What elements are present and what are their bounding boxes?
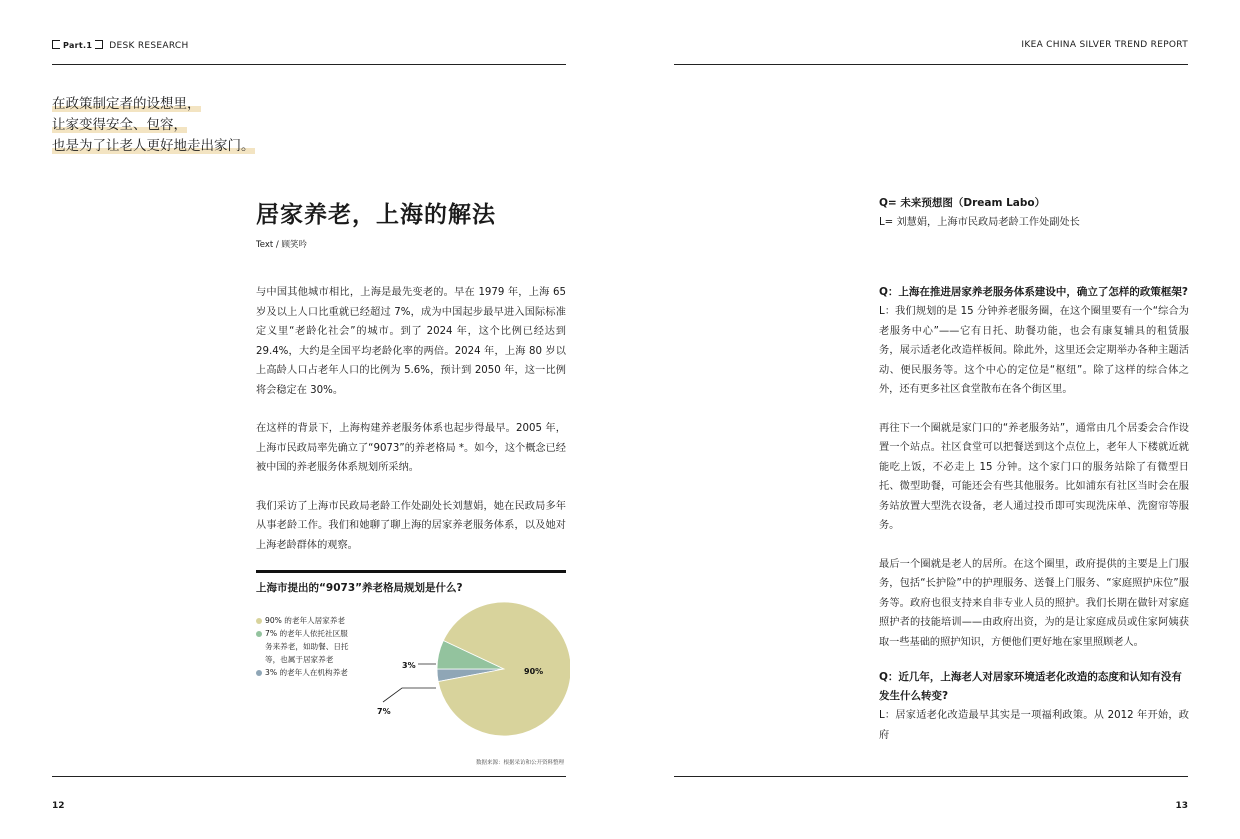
slice-label-7: 7%: [377, 707, 391, 716]
legend-item-3: [256, 666, 368, 679]
left-bottom-rule: [52, 776, 566, 777]
left-top-rule: [52, 64, 566, 65]
quote-line-1: 在政策制定者的设想里，: [52, 96, 201, 112]
legend-dot-icon: [256, 631, 262, 637]
legend-item-90: [256, 614, 368, 627]
article-paragraph: 与中国其他城市相比，上海是最先变老的。早在 1979 年，上海 65 岁及以上人口比重就已经超过 7%，成为中国起步最早进入国际标准定义里“老龄化社会”的城市。到了 2024 年，这个比例已经达到 29.4%，大约是全国平均老龄化率的两倍。2024 年，上海 80 岁以上高龄人口占老年人口的比例为 5.6%，预计到 2050 年，这一比例将会稳定在 30%。: [256, 287, 566, 396]
legend-text: 3% 的老年人在机构养老: [265, 668, 348, 677]
answer-paragraph: 再往下一个圈就是家门口的“养老服务站”，通常由几个居委会合作设置一个站点。社区食堂可以把餐送到这个点位上，老年人下楼就近就能吃上饭，不必走上 15 分钟。这个家门口的服务站除了有微型日托、微型助餐，可能还会有些其他服务。比如浦东有社区当时会在服务站放置大型洗衣设备，老人通过投币即可实现洗床单、洗窗帘等服务。: [879, 422, 1189, 531]
intro-interviewee-label: L= 刘慧娟，上海市民政局老龄工作处副处长: [879, 217, 1080, 228]
section-label: DESK RESEARCH: [109, 41, 189, 51]
slice-label-90: 90%: [524, 667, 544, 676]
legend-item-7: [256, 627, 368, 666]
intro-question-label: Q= 未来预想图（Dream Labo）: [879, 197, 1046, 209]
chart-source: 数据来源：根据采访和公开资料整理: [475, 760, 564, 766]
chart-top-rule: [256, 570, 566, 573]
pull-quote: [52, 94, 255, 157]
bracket-left-icon: [52, 40, 60, 49]
answer-paragraph: L：居家适老化改造最早其实是一项福利政策。从 2012 年开始，政府: [879, 710, 1189, 741]
pie-chart: [370, 592, 570, 742]
legend-text: 7% 的老年人依托社区服 务来养老，如助餐、日托 等，也属于居家养老: [265, 629, 349, 664]
chart-legend: [256, 614, 368, 679]
right-bottom-rule: [674, 776, 1188, 777]
part-label: Part.1: [63, 41, 93, 50]
article-paragraph: 在这样的背景下，上海构建养老服务体系也起步得最早。2005 年，上海市民政局率先确立了“9073”的养老格局 *。如今，这个概念已经被中国的养老服务体系规划所采纳。: [256, 423, 566, 473]
question-2: Q：近几年，上海老人对居家环境适老化改造的态度和认知有没有发生什么转变?: [879, 671, 1182, 702]
answer-paragraph: 最后一个圈就是老人的居所。在这个圈里，政府提供的主要是上门服务，包括“长护险”中的护理服务、送餐上门服务、“家庭照护床位”服务等。政府也很支持来自非专业人员的照护。我们长期在做针对家庭照护者的技能培训——由政府出资，为的是让家庭成员或住家阿姨获取一些基础的照护知识，方便他们更好地在家里照顾老人。: [879, 558, 1189, 648]
question-1: Q：上海在推进居家养老服务体系建设中，确立了怎样的政策框架?: [879, 286, 1189, 298]
interview-intro: [879, 194, 1189, 233]
left-header: [52, 40, 189, 51]
answer-paragraph: L：我们规划的是 15 分钟养老服务圈，在这个圈里要有一个“综合为老服务中心”——它有日托、助餐功能，也会有康复辅具的租赁服务，展示适老化改造样板间。除此外，这里还会定期举办各种主题活动、便民服务等。这个中心的定位是“枢纽”。除了这样的综合体之外，还有更多社区食堂散布在各个街区里。: [879, 306, 1189, 395]
leader-line-7: [383, 688, 436, 702]
article-body: [256, 283, 566, 555]
slice-label-3: 3%: [402, 661, 416, 670]
page-number-left: 12: [52, 801, 65, 811]
quote-line-3: 也是为了让老人更好地走出家门。: [52, 138, 255, 154]
right-top-rule: [674, 64, 1188, 65]
page-number-right: 13: [1175, 801, 1188, 811]
quote-line-2: 让家变得安全、包容，: [52, 117, 187, 133]
legend-dot-icon: [256, 618, 262, 624]
article-author: Text / 顾笑吟: [256, 240, 307, 250]
bracket-right-icon: [95, 40, 103, 49]
article-paragraph: 我们采访了上海市民政局老龄工作处副处长刘慧娟，她在民政局多年从事老龄工作。我们和她聊了聊上海的居家养老服务体系，以及她对上海老龄群体的观察。: [256, 500, 566, 551]
interview-body: [879, 283, 1189, 745]
article-title: 居家养老，上海的解法: [256, 202, 496, 228]
report-title: IKEA CHINA SILVER TREND REPORT: [1021, 40, 1188, 50]
legend-dot-icon: [256, 670, 262, 676]
chart-title: 上海市提出的“9073”养老格局规划是什么?: [256, 582, 463, 594]
legend-text: 90% 的老年人居家养老: [265, 616, 346, 625]
